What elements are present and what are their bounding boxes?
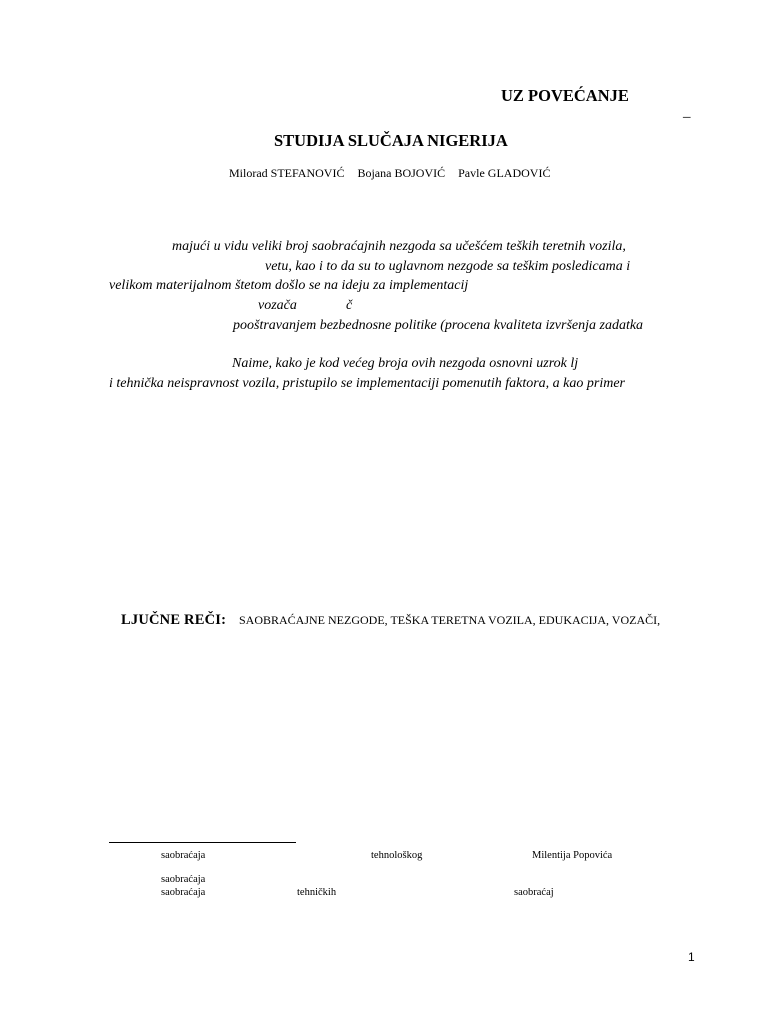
dash-mark: _ (683, 104, 691, 120)
author-2: Bojana BOJOVIĆ (357, 166, 446, 180)
footnote-text: saobraćaja (161, 874, 206, 885)
abstract-line: č (346, 298, 353, 313)
abstract-line: vozača (258, 298, 297, 313)
keywords-text: SAOBRAĆAJNE NEZGODE, TEŠKA TERETNA VOZILA, EDUKACIJA, VOZAČI, (239, 613, 661, 627)
footnote-text: Milentija Popovića (532, 850, 613, 861)
abstract-line: majući u vidu veliki broj saobraćajnih nezgoda sa učešćem teških teretnih vozila, (172, 239, 626, 254)
abstract-line: velikom materijalnom štetom došlo se na ideju za implementacij (109, 278, 469, 293)
keywords-label: LJUČNE REČI: (121, 612, 227, 628)
page-title: STUDIJA SLUČAJA NIGERIJA (274, 131, 508, 150)
author-3: Pavle GLADOVIĆ (458, 166, 551, 180)
authors-line (229, 166, 550, 181)
abstract-line: vetu, kao i to da su to uglavnom nezgode sa teškim posledicama i (265, 259, 631, 274)
footnote-text: saobraćaj (514, 887, 554, 898)
author-1: Milorad STEFANOVIĆ (229, 166, 345, 180)
footnote-divider (109, 842, 296, 843)
footnote-text: tehnološkog (371, 850, 423, 861)
abstract-line: Naime, kako je kod većeg broja ovih nezgoda osnovni uzrok lj (232, 356, 579, 371)
page-number: 1 (688, 950, 695, 964)
footnote-text: saobraćaja (161, 850, 206, 861)
title-top: UZ POVEĆANJE (501, 86, 629, 105)
footnote-text: saobraćaja (161, 887, 206, 898)
abstract-line: i tehnička neispravnost vozila, pristupilo se implementaciji pomenutih faktora, a kao primer (109, 376, 625, 391)
abstract-line: pooštravanjem bezbednosne politike (procena kvaliteta izvršenja zadatka (233, 318, 644, 333)
footnote-text: tehničkih (297, 887, 337, 898)
